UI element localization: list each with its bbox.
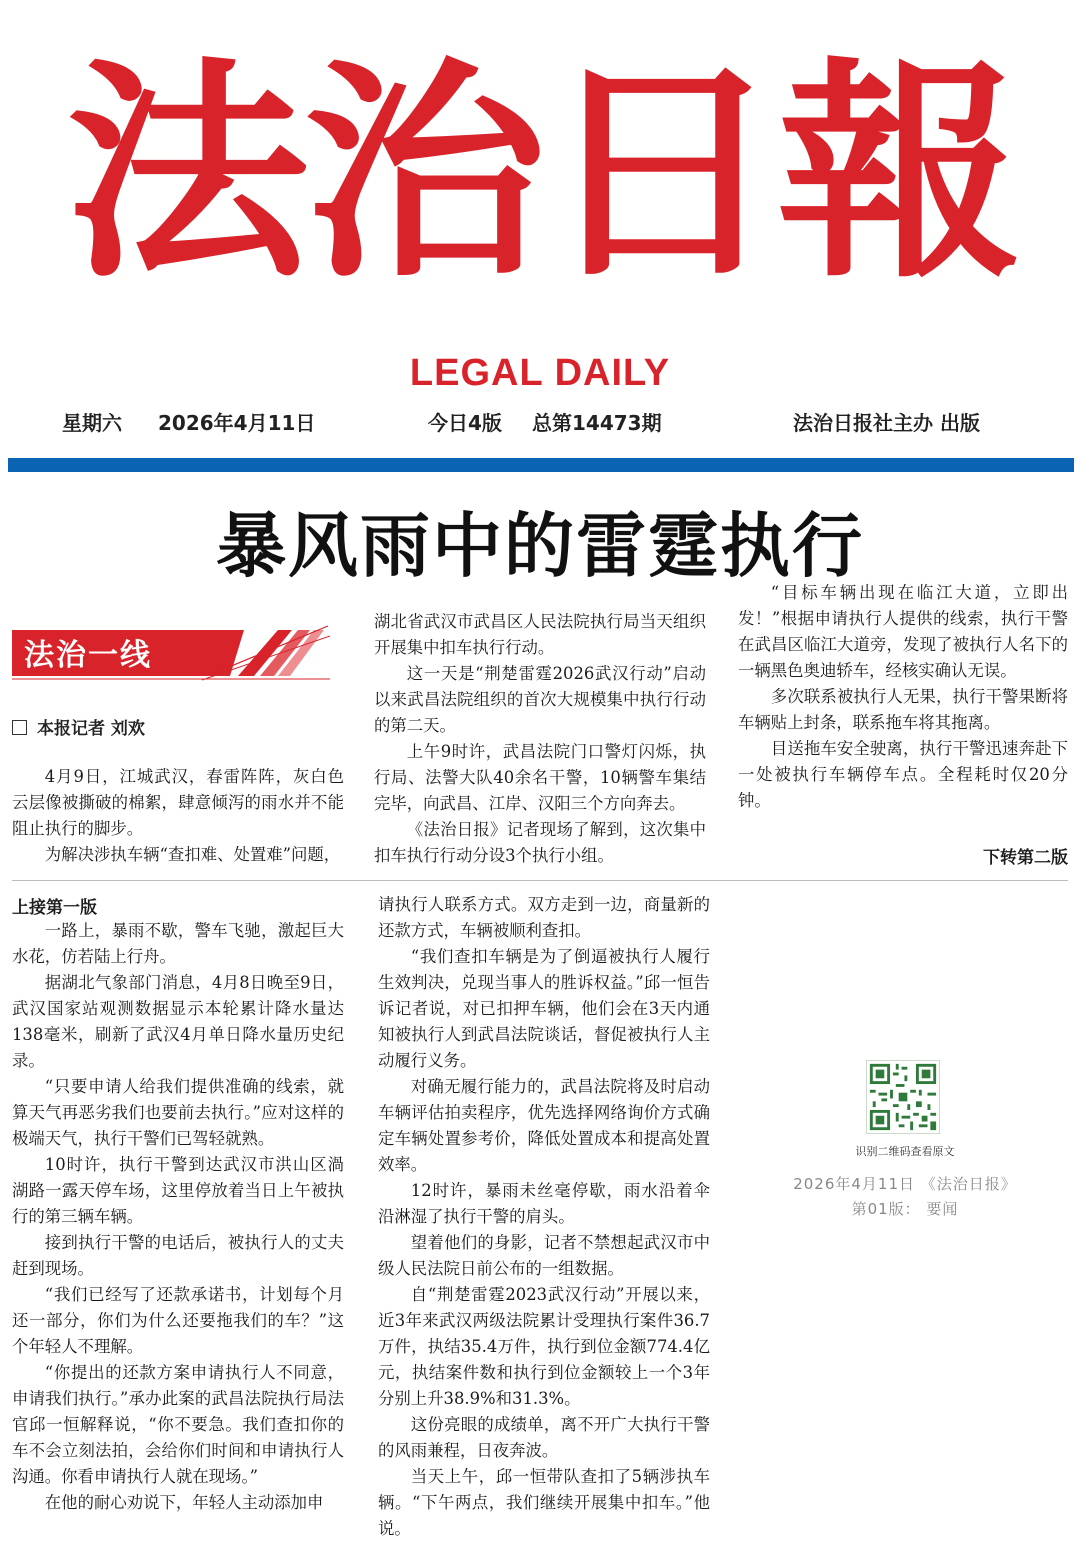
paragraph: 望着他们的身影，记者不禁想起武汉市中级人民法院日前公布的一组数据。 — [378, 1233, 710, 1278]
paragraph: 上午9时许，武昌法院门口警灯闪烁，执行局、法警大队40余名干警，10辆警车集结完毕，向武昌、江岸、汉阳三个方向奔去。 — [374, 742, 706, 813]
paragraph: 多次联系被执行人无果，执行干警果断将车辆贴上封条，联系拖车将其拖离。 — [738, 687, 1068, 732]
page-count: 今日4版 — [428, 411, 502, 435]
paragraph: “我们已经写了还款承诺书，计划每个月还一部分，你们为什么还要拖我们的车？”这个年轻人不理解。 — [12, 1285, 344, 1356]
paragraph: “目标车辆出现在临江大道，立即出发！”根据申请执行人提供的线索，执行干警在武昌区临江大道旁，发现了被执行人名下的一辆黑色奥迪轿车，经核实确认无误。 — [738, 583, 1068, 680]
article-column-2-top — [374, 609, 706, 869]
paragraph: 12时许，暴雨未丝毫停歇，雨水沿着伞沿淋湿了执行干警的肩头。 — [378, 1181, 710, 1226]
continued-to-note: 下转第二版 — [983, 848, 1068, 868]
publisher: 法治日报社主办 出版 — [793, 411, 980, 435]
paragraph: 一路上，暴雨不歇，警车飞驰，激起巨大水花，仿若陆上行舟。 — [12, 921, 344, 966]
qr-caption: 识别二维码查看原文 — [855, 1145, 955, 1158]
paragraph: 对确无履行能力的，武昌法院将及时启动车辆评估拍卖程序，优先选择网络询价方式确定车辆处置参考价，降低处置成本和提高处置效率。 — [378, 1077, 710, 1174]
masthead-logo: 法治日報 — [65, 36, 1015, 309]
paragraph: 这份亮眼的成绩单，离不开广大执行干警的风雨兼程，日夜奔波。 — [378, 1415, 710, 1460]
jump-divider — [12, 880, 1068, 881]
paragraph: 自“荆楚雷霆2023武汉行动”开展以来，近3年来武汉两级法院累计受理执行案件36.7万件，执结35.4万件，执行到位金额774.4亿元，执结案件数和执行到位金额较上一个3年分别上升38.9%和31.3%。 — [378, 1285, 710, 1408]
paragraph: “只要申请人给我们提供准确的线索，就算天气再恶劣我们也要前去执行。”应对这样的极端天气，执行干警们已驾轻就熟。 — [12, 1077, 344, 1148]
paragraph: 请执行人联系方式。双方走到一边，商量新的还款方式，车辆被顺利查扣。 — [378, 895, 710, 940]
paragraph: 《法治日报》记者现场了解到，这次集中扣车执行行动分设3个执行小组。 — [374, 820, 706, 865]
headline: 暴风雨中的雷霆执行 — [216, 504, 864, 587]
paragraph: 为解决涉执车辆“查扣难、处置难”问题， — [44, 845, 341, 864]
paragraph: 湖北省武汉市武昌区人民法院执行局当天组织开展集中扣车执行行动。 — [374, 612, 706, 657]
article-column-1-top — [12, 764, 344, 868]
paragraph: 接到执行干警的电话后，被执行人的丈夫赶到现场。 — [12, 1233, 344, 1278]
source-date-line: 2026年4月11日 《法治日报》 — [793, 1175, 1017, 1193]
masthead-divider-bar — [8, 458, 1074, 472]
issue-date: 2026年4月11日 — [158, 411, 316, 435]
byline-box-icon — [12, 720, 27, 735]
weekday: 星期六 — [62, 411, 122, 435]
paragraph: 10时许，执行干警到达武汉市洪山区渦湖路一露天停车场，这里停放着当日上午被执行的第三辆车辆。 — [12, 1155, 344, 1226]
source-page-line: 第01版： 要闻 — [851, 1200, 959, 1218]
qr-code-icon[interactable] — [866, 1060, 940, 1134]
continued-from-note: 上接第一版 — [12, 898, 97, 918]
article-column-3-top — [738, 580, 1068, 814]
paragraph: 目送拖车安全驶离，执行干警迅速奔赴下一处被执行车辆停车点。全程耗时仅20分钟。 — [738, 739, 1068, 810]
paragraph: 这一天是“荆楚雷霆2026武汉行动”启动以来武昌法院组织的首次大规模集中执行行动的第二天。 — [374, 664, 706, 735]
byline — [12, 714, 145, 739]
byline-text: 本报记者 刘欢 — [37, 719, 145, 739]
article-column-2-bottom — [378, 892, 710, 1542]
issue-number: 总第14473期 — [532, 411, 662, 435]
paragraph: “我们查扣车辆是为了倒逼被执行人履行生效判决，兑现当事人的胜诉权益。”邱一恒告诉记者说，对已扣押车辆，他们会在3天内通知被执行人到武昌法院谈话，督促被执行人主动履行义务。 — [378, 947, 710, 1070]
article-column-1-bottom — [12, 918, 344, 1516]
paragraph: 据湖北气象部门消息，4月8日晚至9日，武汉国家站观测数据显示本轮累计降水量达138毫米，刷新了武汉4月单日降水量历史纪录。 — [12, 973, 344, 1070]
paragraph: “你提出的还款方案申请执行人不同意，申请我们执行。”承办此案的武昌法院执行局法官邱一恒解释说，“你不要急。我们查扣你的车不会立刻法拍，会给你们时间和申请执行人沟通。你看申请执行人就在现场。” — [12, 1363, 344, 1486]
paragraph: 当天上午，邱一恒带队查扣了5辆涉执车辆。“下午两点，我们继续开展集中扣车。”他说。 — [378, 1467, 710, 1538]
paragraph: 在他的耐心劝说下，年轻人主动添加申 — [44, 1493, 324, 1512]
paragraph: 4月9日，江城武汉，春雷阵阵，灰白色云层像被撕破的棉絮，肆意倾泻的雨水并不能阻止执行的脚步。 — [12, 767, 344, 838]
section-banner-label: 法治一线 — [24, 638, 152, 673]
masthead-english-title: LEGAL DAILY — [409, 352, 671, 394]
